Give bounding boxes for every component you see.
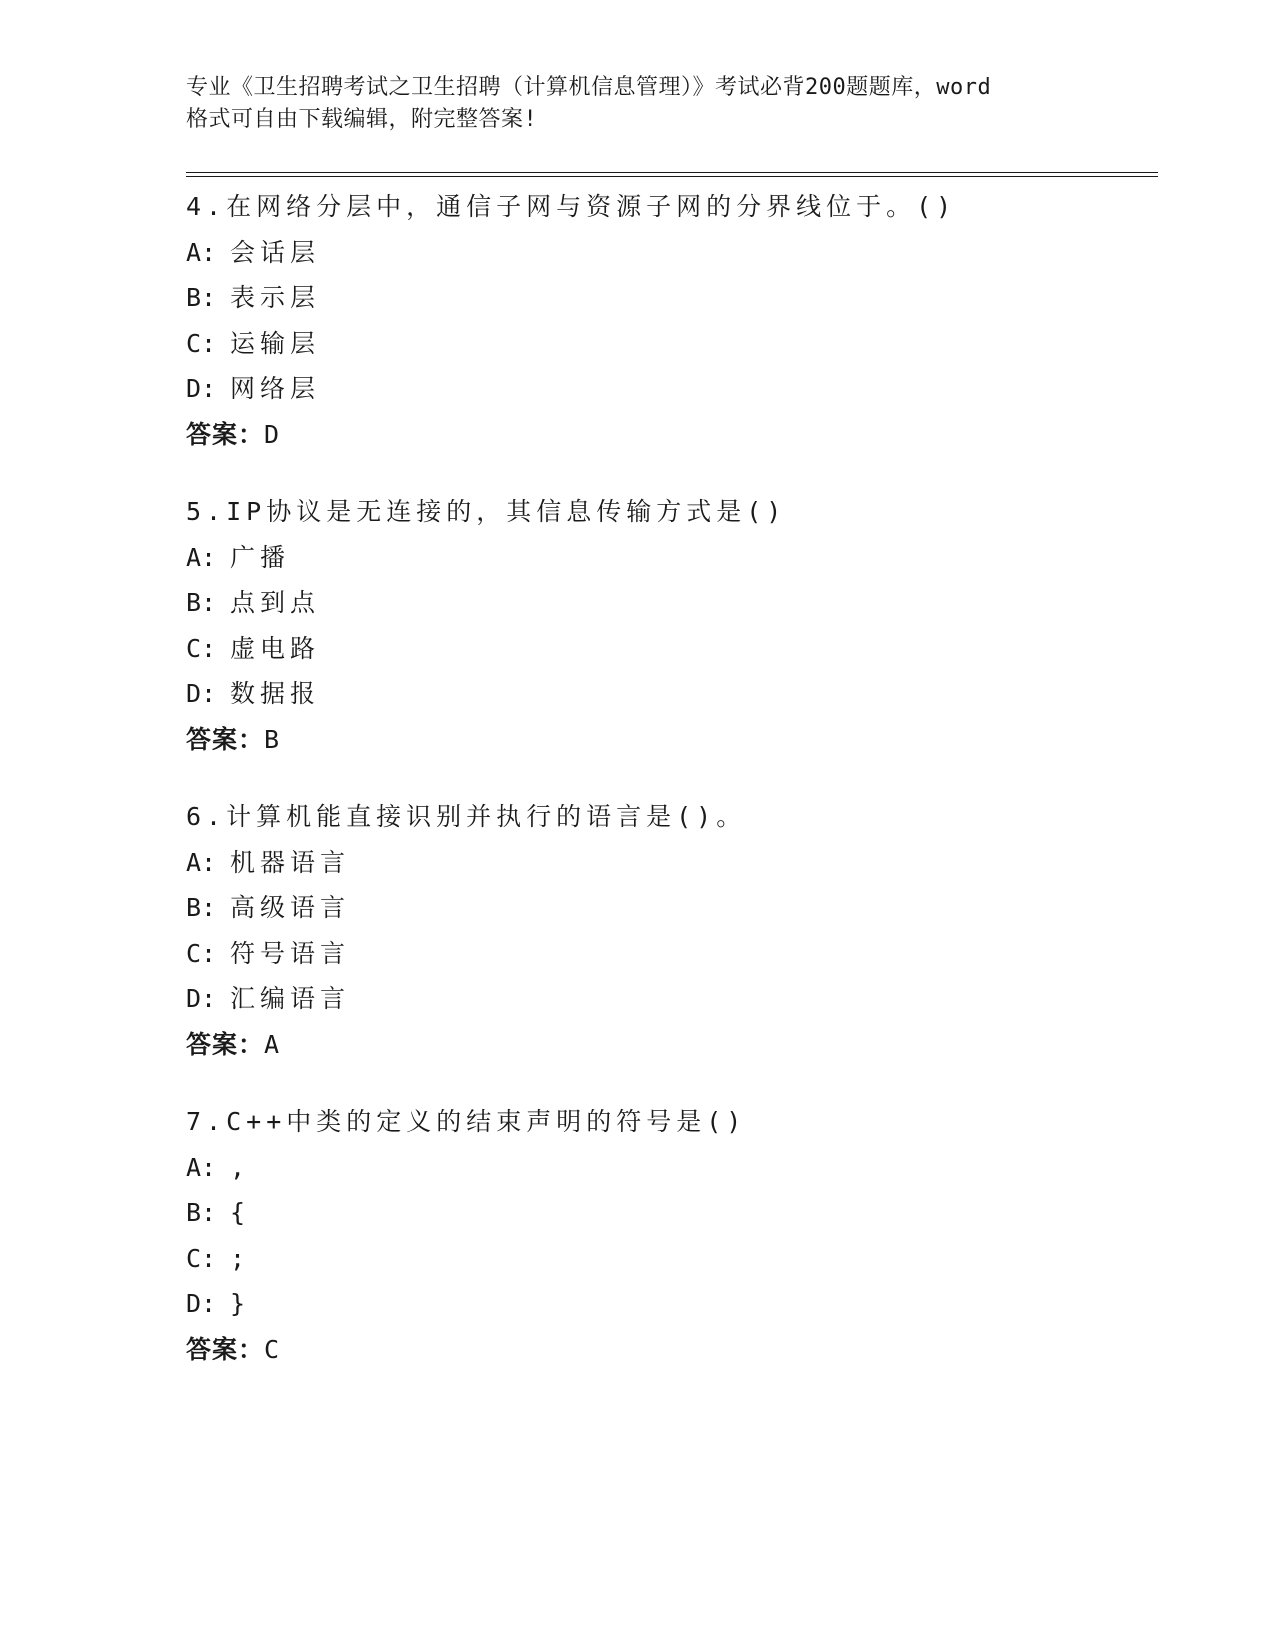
- option-text: 点到点: [230, 588, 321, 617]
- option-d: [186, 366, 1158, 412]
- question-block: [186, 184, 1158, 457]
- option-d: [186, 671, 1158, 717]
- answer-line: [186, 1327, 1158, 1373]
- option-letter: B:: [186, 588, 217, 617]
- answer-value: C: [264, 1334, 280, 1364]
- option-letter: A:: [186, 542, 217, 572]
- option-letter: D:: [186, 374, 217, 403]
- option-b: [186, 580, 1158, 626]
- question-list: [186, 184, 1158, 1372]
- answer-label: 答案：: [186, 1029, 265, 1059]
- option-c: [186, 321, 1158, 367]
- document-page: [186, 72, 1158, 1404]
- answer-value: B: [264, 724, 280, 754]
- answer-label: 答案：: [186, 1334, 265, 1364]
- document-header: [186, 72, 1158, 136]
- option-letter: A:: [186, 847, 217, 877]
- option-c: [186, 626, 1158, 672]
- option-text: 机器语言: [230, 847, 351, 877]
- option-text: 网络层: [230, 374, 321, 403]
- question-block: [186, 489, 1158, 762]
- option-text: ,: [230, 1152, 251, 1182]
- option-letter: D:: [186, 984, 217, 1013]
- answer-value: D: [264, 419, 280, 449]
- rule-top: [186, 172, 1158, 173]
- answer-line: [186, 1022, 1158, 1068]
- option-text: {: [230, 1198, 251, 1227]
- option-text: 虚电路: [230, 633, 321, 663]
- option-b: [186, 885, 1158, 931]
- option-text: 广播: [230, 542, 291, 572]
- option-a: [186, 840, 1158, 886]
- option-letter: C:: [186, 938, 217, 968]
- option-letter: A:: [186, 1152, 217, 1182]
- question-stem: 4.在网络分层中，通信子网与资源子网的分界线位于。(): [186, 192, 957, 221]
- answer-line: [186, 412, 1158, 458]
- answer-value: A: [264, 1029, 280, 1059]
- answer-label: 答案：: [186, 419, 265, 449]
- question-stem: 7.C++中类的定义的结束声明的符号是(): [186, 1107, 747, 1136]
- rule-bottom: [186, 176, 1158, 177]
- option-letter: B:: [186, 283, 217, 312]
- option-text: 汇编语言: [230, 984, 351, 1013]
- question-block: [186, 1099, 1158, 1372]
- option-text: }: [230, 1289, 251, 1318]
- question-block: [186, 794, 1158, 1067]
- option-d: [186, 976, 1158, 1022]
- option-letter: D:: [186, 679, 217, 708]
- option-a: [186, 535, 1158, 581]
- option-text: 高级语言: [230, 893, 351, 922]
- option-b: [186, 275, 1158, 321]
- question-stem: 6.计算机能直接识别并执行的语言是()。: [186, 802, 747, 831]
- option-text: ;: [230, 1243, 251, 1273]
- option-letter: C:: [186, 633, 217, 663]
- option-b: [186, 1190, 1158, 1236]
- header-line-2: 格式可自由下载编辑，附完整答案!: [186, 107, 538, 132]
- option-text: 数据报: [230, 679, 321, 708]
- option-a: [186, 1145, 1158, 1191]
- option-c: [186, 931, 1158, 977]
- answer-label: 答案：: [186, 724, 265, 754]
- option-text: 表示层: [230, 283, 321, 312]
- header-double-rule: [186, 172, 1158, 178]
- question-stem: 5.IP协议是无连接的，其信息传输方式是(): [186, 497, 787, 526]
- option-text: 运输层: [230, 328, 321, 358]
- option-a: [186, 230, 1158, 276]
- option-d: [186, 1281, 1158, 1327]
- header-line-1: 专业《卫生招聘考试之卫生招聘（计算机信息管理）》考试必背200题题库，word: [186, 75, 992, 100]
- answer-line: [186, 717, 1158, 763]
- option-text: 符号语言: [230, 938, 351, 968]
- option-letter: D:: [186, 1289, 217, 1318]
- option-letter: A:: [186, 237, 217, 267]
- option-c: [186, 1236, 1158, 1282]
- option-letter: C:: [186, 328, 217, 358]
- option-letter: C:: [186, 1243, 217, 1273]
- option-letter: B:: [186, 1198, 217, 1227]
- option-text: 会话层: [230, 237, 321, 267]
- option-letter: B:: [186, 893, 217, 922]
